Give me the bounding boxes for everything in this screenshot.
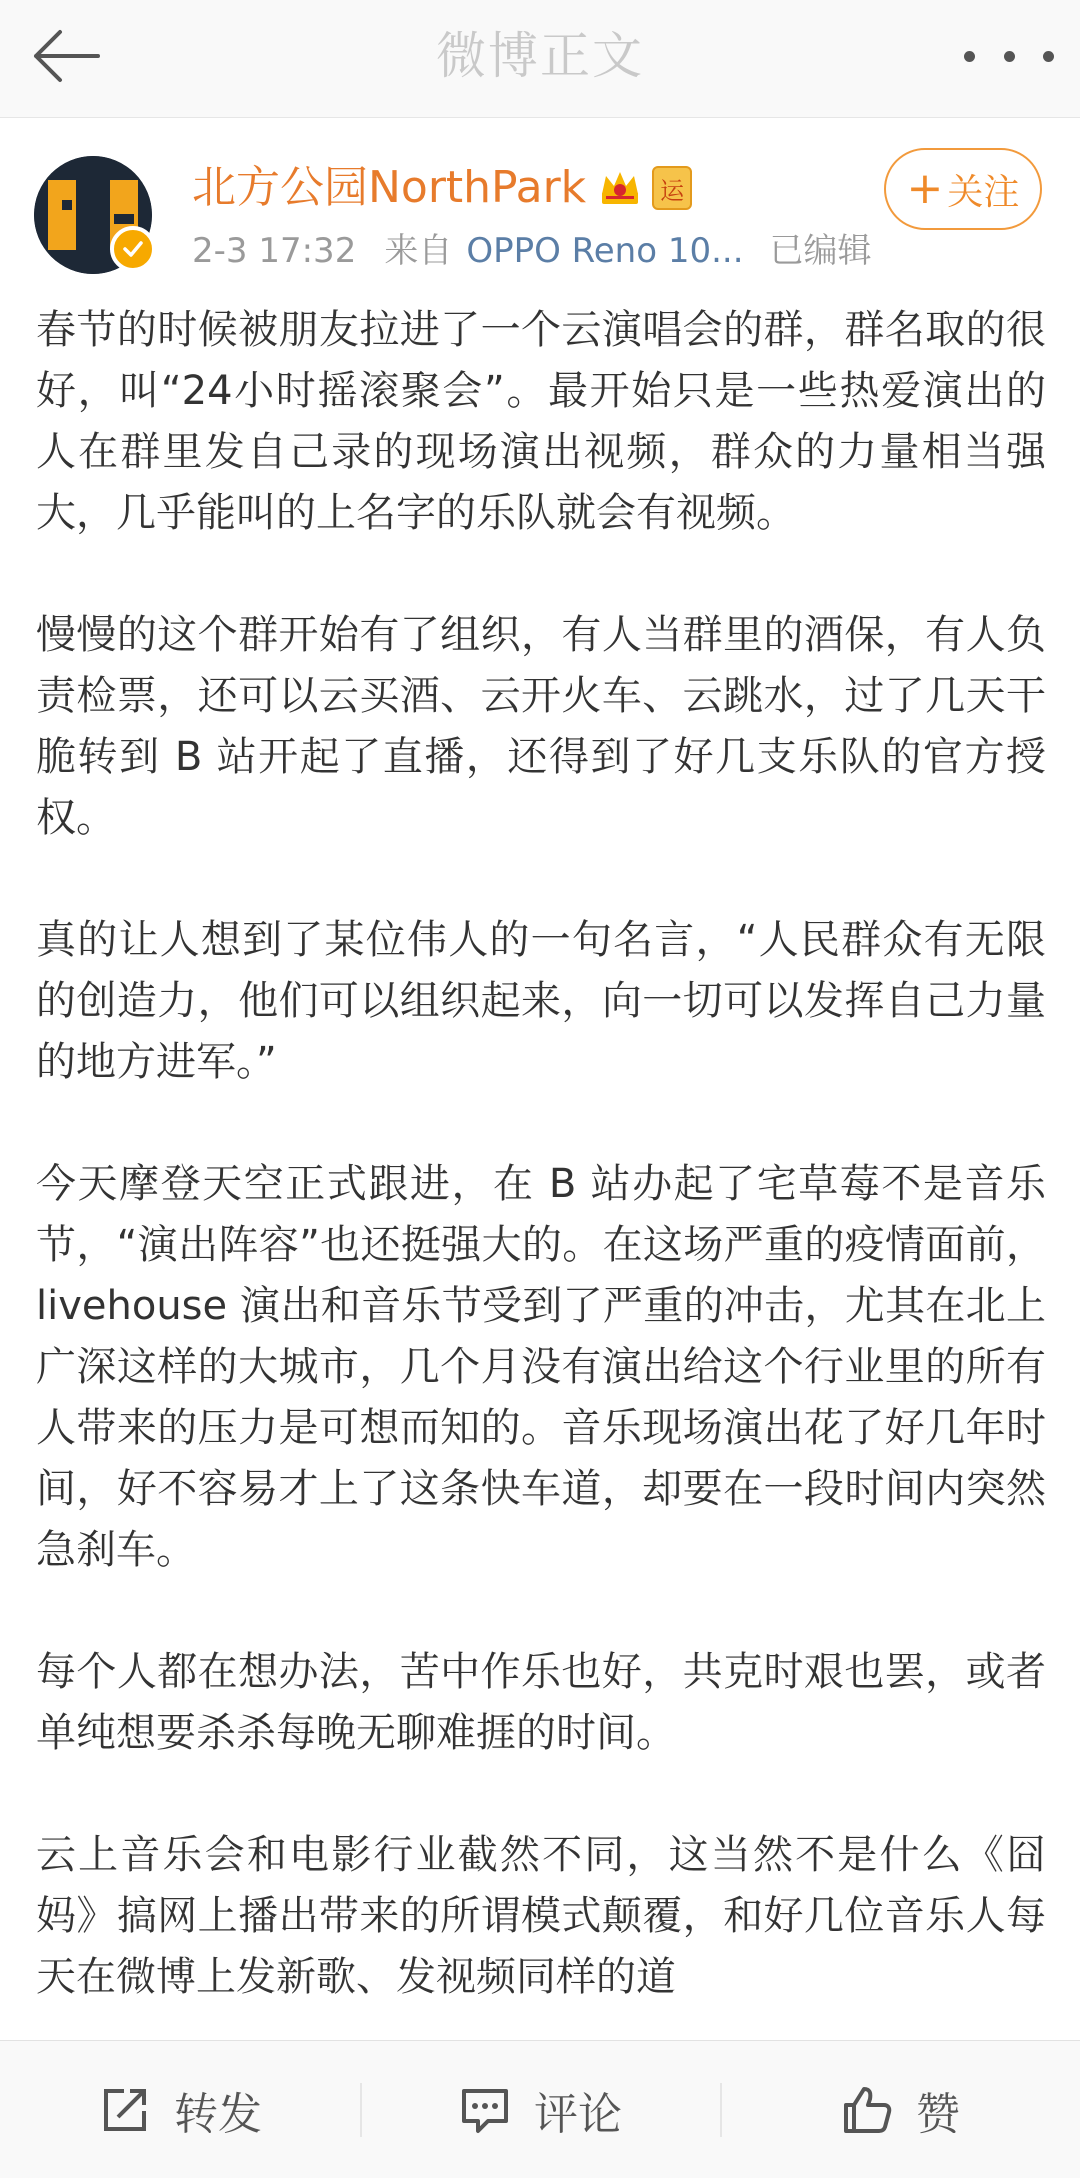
more-dot xyxy=(1043,51,1054,62)
more-dots-icon xyxy=(964,51,975,62)
verified-badge-icon xyxy=(110,226,156,272)
post-meta xyxy=(192,226,872,276)
yun-badge-icon[interactable]: 运 xyxy=(652,166,692,210)
bottom-action-bar xyxy=(0,2040,1080,2178)
follow-label: 关注 xyxy=(947,171,1020,213)
post-body xyxy=(36,300,1046,2040)
crown-icon[interactable] xyxy=(598,166,642,210)
from-label: 来自 xyxy=(384,231,453,271)
like-button[interactable] xyxy=(720,2041,1080,2178)
top-navigation-bar xyxy=(0,0,1080,118)
post-paragraph: 今天摩登天空正式跟进，在 B 站办起了宅草莓不是音乐节，“演出阵容”也还挺强大的。在这场严重的疫情面前，livehouse 演出和音乐节受到了严重的冲击，尤其在北上广深这样的大城市，几个月没有演出给这个行业里的所有人带来的压力是可想而知的。音乐现场演出花了好几年时间，好不容易才上了这条快车道，却要在一段时间内突然急刹车。 xyxy=(36,1161,1046,1573)
post-paragraph: 慢慢的这个群开始有了组织，有人当群里的酒保，有人负责检票，还可以云买酒、云开火车、云跳水，过了几天干脆转到 B 站开起了直播，还得到了好几支乐队的官方授权。 xyxy=(36,612,1046,841)
post-source-device[interactable]: OPPO Reno 10... xyxy=(466,231,744,271)
more-dot xyxy=(1004,51,1015,62)
post-time: 2-3 17:32 xyxy=(192,231,357,271)
plus-icon: + xyxy=(906,163,944,214)
post-paragraph: 春节的时候被朋友拉进了一个云演唱会的群，群名取的很好，叫“24小时摇滚聚会”。最开始只是一些热爱演出的人在群里发自己录的现场演出视频，群众的力量相当强大，几乎能叫的上名字的乐队就会有视频。 xyxy=(36,307,1046,536)
post-paragraph: 真的让人想到了某位伟人的一句名言，“人民群众有无限的创造力，他们可以组织起来，向一切可以发挥自己力量的地方进军。” xyxy=(36,917,1046,1085)
page-title: 微博正文 xyxy=(436,27,644,85)
comment-button[interactable] xyxy=(360,2041,720,2178)
post-author-header xyxy=(0,118,1080,288)
follow-button[interactable] xyxy=(884,148,1042,230)
repost-label: 转发 xyxy=(174,2088,262,2140)
more-options-button[interactable] xyxy=(964,36,1054,76)
post-paragraph: 云上音乐会和电影行业截然不同，这当然不是什么《囧妈》搞网上播出带来的所谓模式颠覆，和好几位音乐人每天在微博上发新歌、发视频同样的道 xyxy=(36,1832,1046,2000)
author-name[interactable]: 北方公园NorthPark xyxy=(192,162,587,213)
post-paragraph: 每个人都在想办法，苦中作乐也好，共克时艰也罢，或者单纯想要杀杀每晚无聊难捱的时间。 xyxy=(36,1649,1046,1756)
thumbs-up-icon xyxy=(840,2083,894,2137)
comment-icon xyxy=(458,2083,512,2137)
edited-label: 已编辑 xyxy=(769,231,872,271)
author-name-row xyxy=(192,158,692,218)
repost-button[interactable] xyxy=(0,2041,360,2178)
comment-label: 评论 xyxy=(534,2088,622,2140)
repost-icon xyxy=(98,2083,152,2137)
like-label: 赞 xyxy=(916,2088,960,2140)
